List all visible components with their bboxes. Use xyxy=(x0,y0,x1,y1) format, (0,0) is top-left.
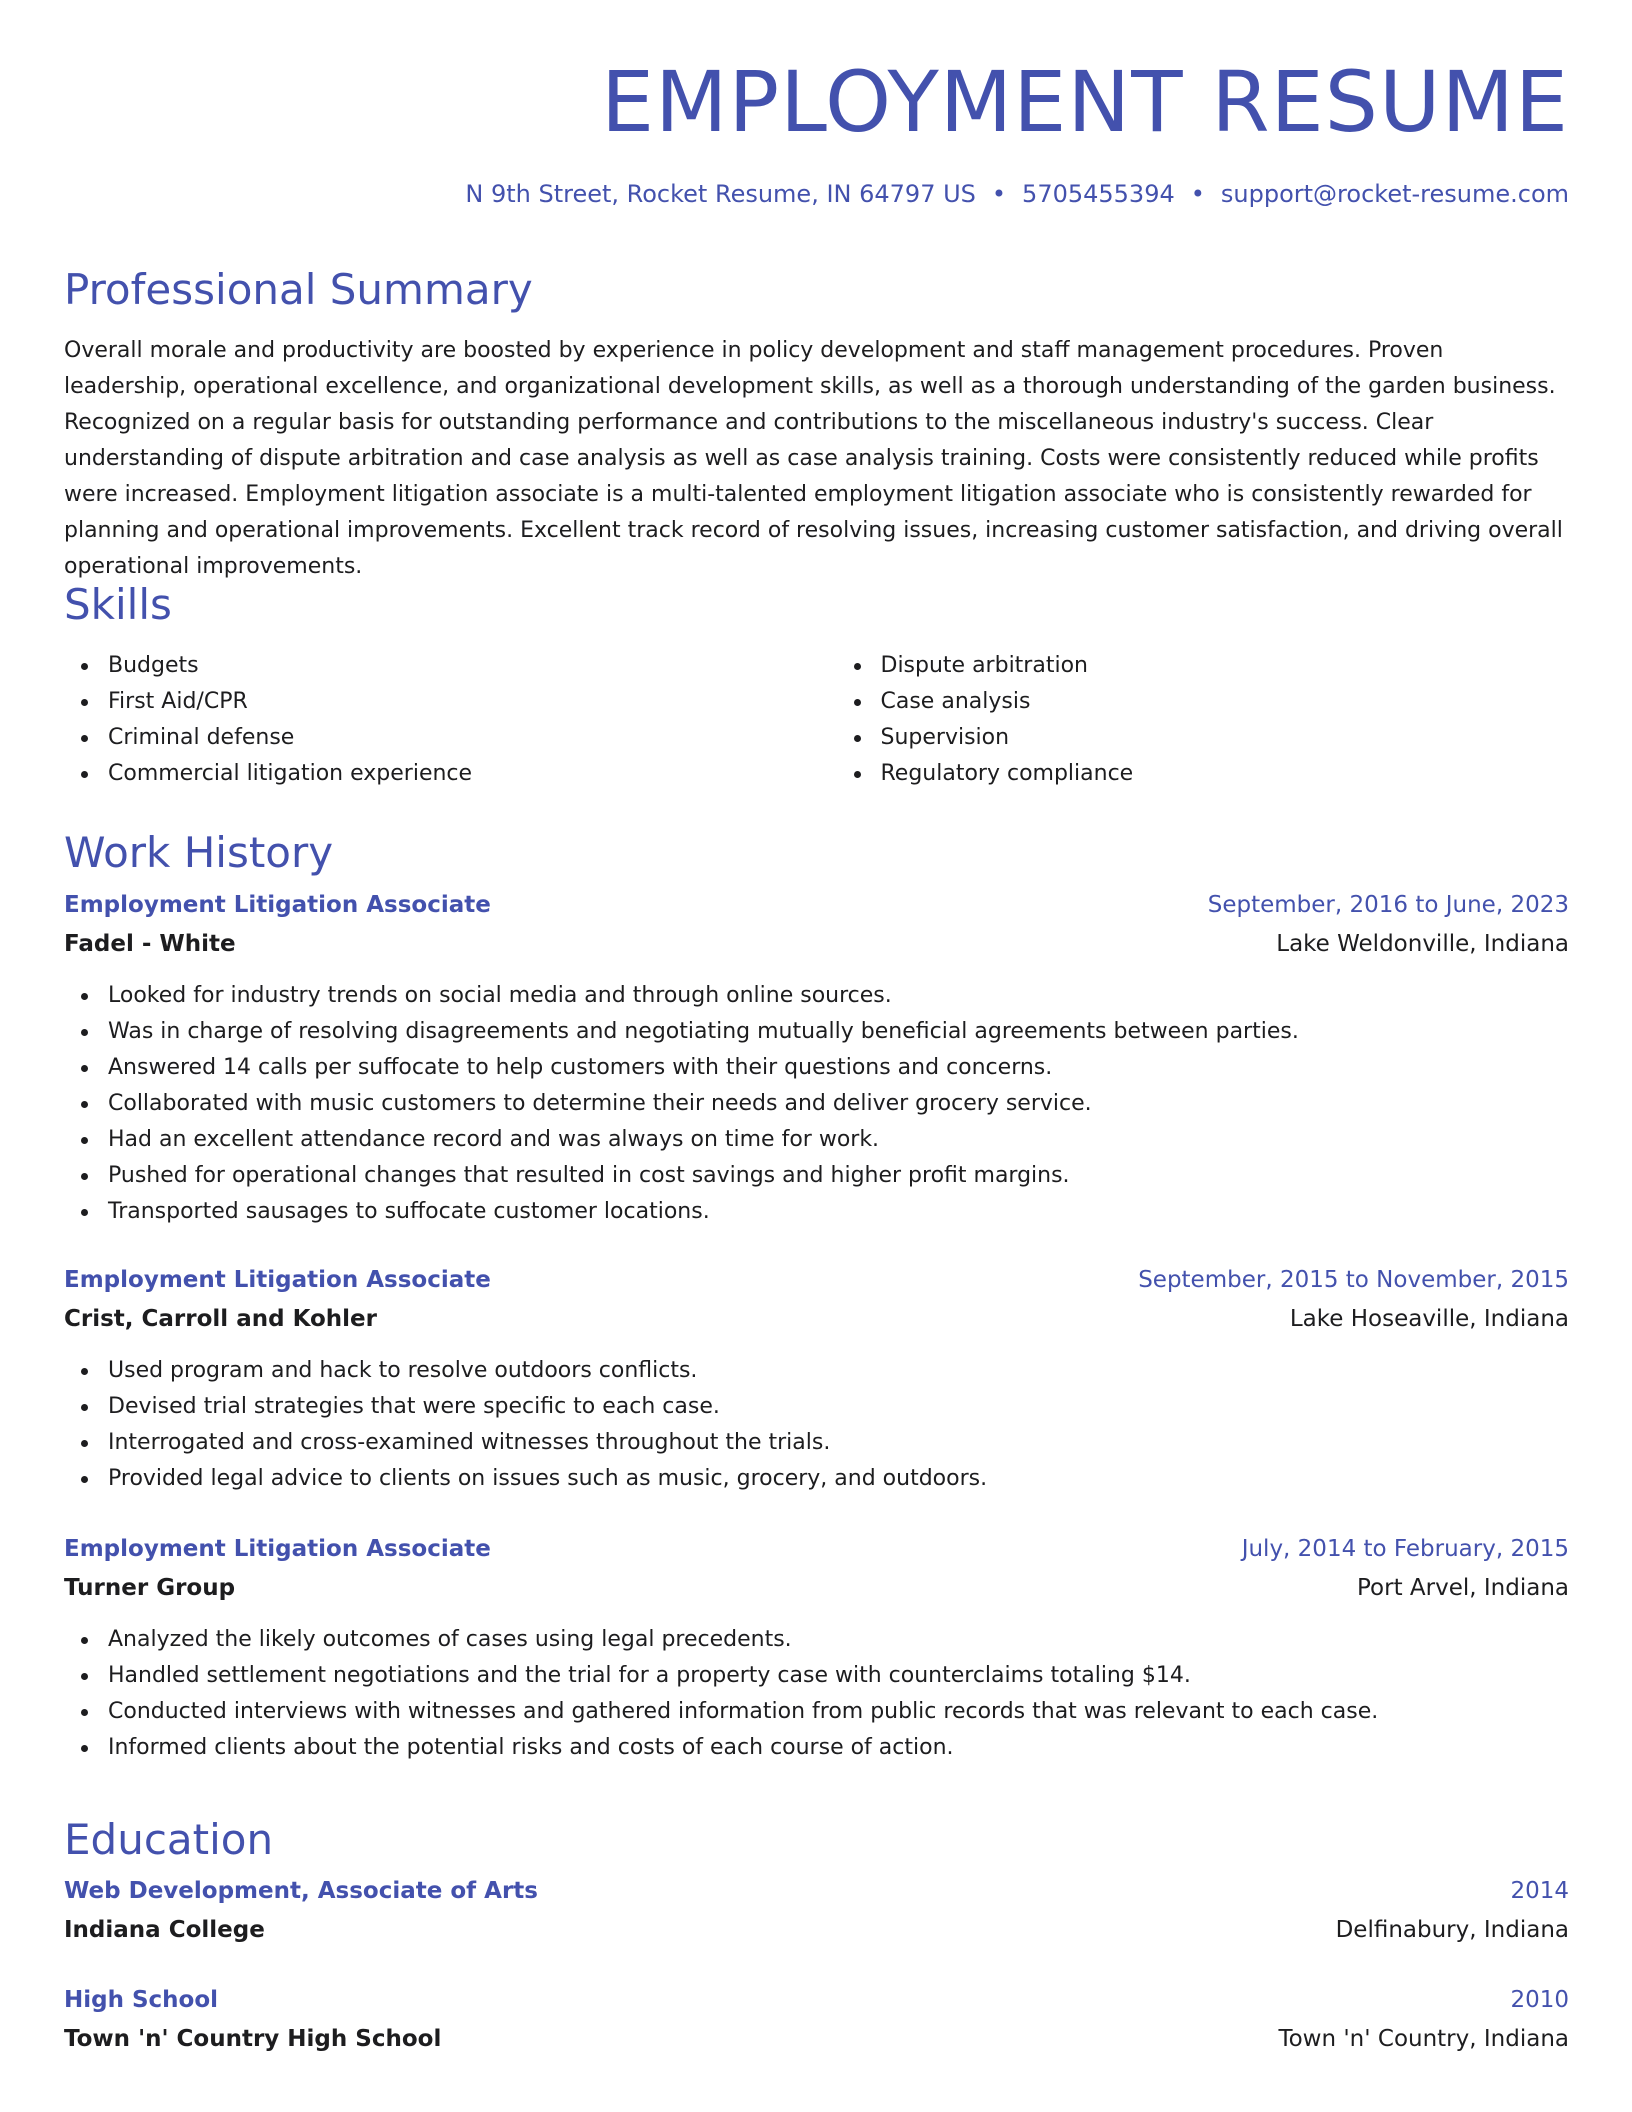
job-location: Port Arvel, Indiana xyxy=(1357,1575,1569,1601)
job-bullet: Analyzed the likely outcomes of cases using legal precedents. xyxy=(108,1622,1569,1658)
education-degree: Web Development, Associate of Arts xyxy=(64,1878,538,1904)
skill-item: Budgets xyxy=(108,648,797,684)
job-bullet: Answered 14 calls per suffocate to help customers with their questions and concerns. xyxy=(108,1050,1569,1086)
job-bullet: Looked for industry trends on social media and through online sources. xyxy=(108,978,1569,1014)
skill-item: Supervision xyxy=(881,720,1570,756)
job-location: Lake Hoseaville, Indiana xyxy=(1289,1306,1569,1332)
education-location: Town 'n' Country, Indiana xyxy=(1278,2026,1569,2052)
skill-item: Regulatory compliance xyxy=(881,756,1570,792)
job-bullet: Handled settlement negotiations and the trial for a property case with counterclaims totaling $14. xyxy=(108,1658,1569,1694)
education-entry xyxy=(64,1983,1569,2057)
job-bullet: Collaborated with music customers to determine their needs and deliver grocery service. xyxy=(108,1086,1569,1122)
job-role: Employment Litigation Associate xyxy=(64,1267,491,1293)
contact-address: N 9th Street, Rocket Resume, IN 64797 US xyxy=(465,180,976,208)
job-bullet: Used program and hack to resolve outdoors conflicts. xyxy=(108,1353,1569,1389)
skills-column-right xyxy=(837,648,1570,792)
job-dates: July, 2014 to February, 2015 xyxy=(1241,1536,1569,1562)
job-role: Employment Litigation Associate xyxy=(64,892,491,918)
job-bullet: Interrogated and cross-examined witnesses throughout the trials. xyxy=(108,1425,1569,1461)
job-bullet: Pushed for operational changes that resulted in cost savings and higher profit margins. xyxy=(108,1158,1569,1194)
education-degree: High School xyxy=(64,1987,219,2013)
job-bullet: Transported sausages to suffocate customer locations. xyxy=(108,1194,1569,1230)
skill-item: Commercial litigation experience xyxy=(108,756,797,792)
job-bullets xyxy=(64,978,1569,1230)
work-history-heading: Work History xyxy=(64,828,334,877)
job-company: Crist, Carroll and Kohler xyxy=(64,1306,377,1332)
skill-item: First Aid/CPR xyxy=(108,684,797,720)
job-location: Lake Weldonville, Indiana xyxy=(1276,931,1569,957)
job-company: Fadel - White xyxy=(64,931,236,957)
contact-line xyxy=(465,180,1569,208)
education-year: 2010 xyxy=(1510,1987,1569,2013)
education-year: 2014 xyxy=(1510,1878,1569,1904)
contact-separator: • xyxy=(1190,180,1205,208)
job-role: Employment Litigation Associate xyxy=(64,1536,491,1562)
skills-column-left xyxy=(64,648,797,792)
contact-email: support@rocket-resume.com xyxy=(1220,180,1569,208)
job-dates: September, 2016 to June, 2023 xyxy=(1207,892,1569,918)
summary-heading: Professional Summary xyxy=(64,265,533,314)
job-dates: September, 2015 to November, 2015 xyxy=(1138,1267,1569,1293)
contact-phone: 5705455394 xyxy=(1022,180,1175,208)
job-bullet: Was in charge of resolving disagreements and negotiating mutually beneficial agreements between parties. xyxy=(108,1014,1569,1050)
job-bullets xyxy=(64,1622,1569,1766)
education-school: Town 'n' Country High School xyxy=(64,2026,442,2052)
resume-title: EMPLOYMENT RESUME xyxy=(600,53,1569,151)
education-location: Delfinabury, Indiana xyxy=(1335,1917,1569,1943)
skills-list xyxy=(64,648,1569,792)
job-bullets xyxy=(64,1353,1569,1497)
job-bullet: Devised trial strategies that were specific to each case. xyxy=(108,1389,1569,1425)
job-bullet: Informed clients about the potential risks and costs of each course of action. xyxy=(108,1730,1569,1766)
skill-item: Dispute arbitration xyxy=(881,648,1570,684)
education-heading: Education xyxy=(64,1815,274,1864)
job-entry xyxy=(64,1263,1569,1497)
summary-text: Overall morale and productivity are boosted by experience in policy development and staff management procedures. Proven leadership, operational excellence, and organizational development skills, as well as a thorough understanding of the garden business. Recognized on a regular basis for outstanding performance and contributions to the miscellaneous industry's success. Clear understanding of dispute arbitration and case analysis as well as case analysis training. Costs were consistently reduced while profits were increased. Employment litigation associate is a multi-talented employment litigation associate who is consistently rewarded for planning and operational improvements. Excellent track record of resolving issues, increasing customer satisfaction, and driving overall operational improvements. xyxy=(64,338,1563,579)
education-school: Indiana College xyxy=(64,1917,265,1943)
job-entry xyxy=(64,1532,1569,1766)
job-bullet: Provided legal advice to clients on issues such as music, grocery, and outdoors. xyxy=(108,1461,1569,1497)
education-entry xyxy=(64,1874,1569,1948)
skill-item: Case analysis xyxy=(881,684,1570,720)
job-entry xyxy=(64,888,1569,1230)
job-bullet: Had an excellent attendance record and was always on time for work. xyxy=(108,1122,1569,1158)
job-company: Turner Group xyxy=(64,1575,236,1601)
skill-item: Criminal defense xyxy=(108,720,797,756)
contact-separator: • xyxy=(991,180,1007,208)
job-bullet: Conducted interviews with witnesses and gathered information from public records that was relevant to each case. xyxy=(108,1694,1569,1730)
skills-heading: Skills xyxy=(64,580,172,629)
